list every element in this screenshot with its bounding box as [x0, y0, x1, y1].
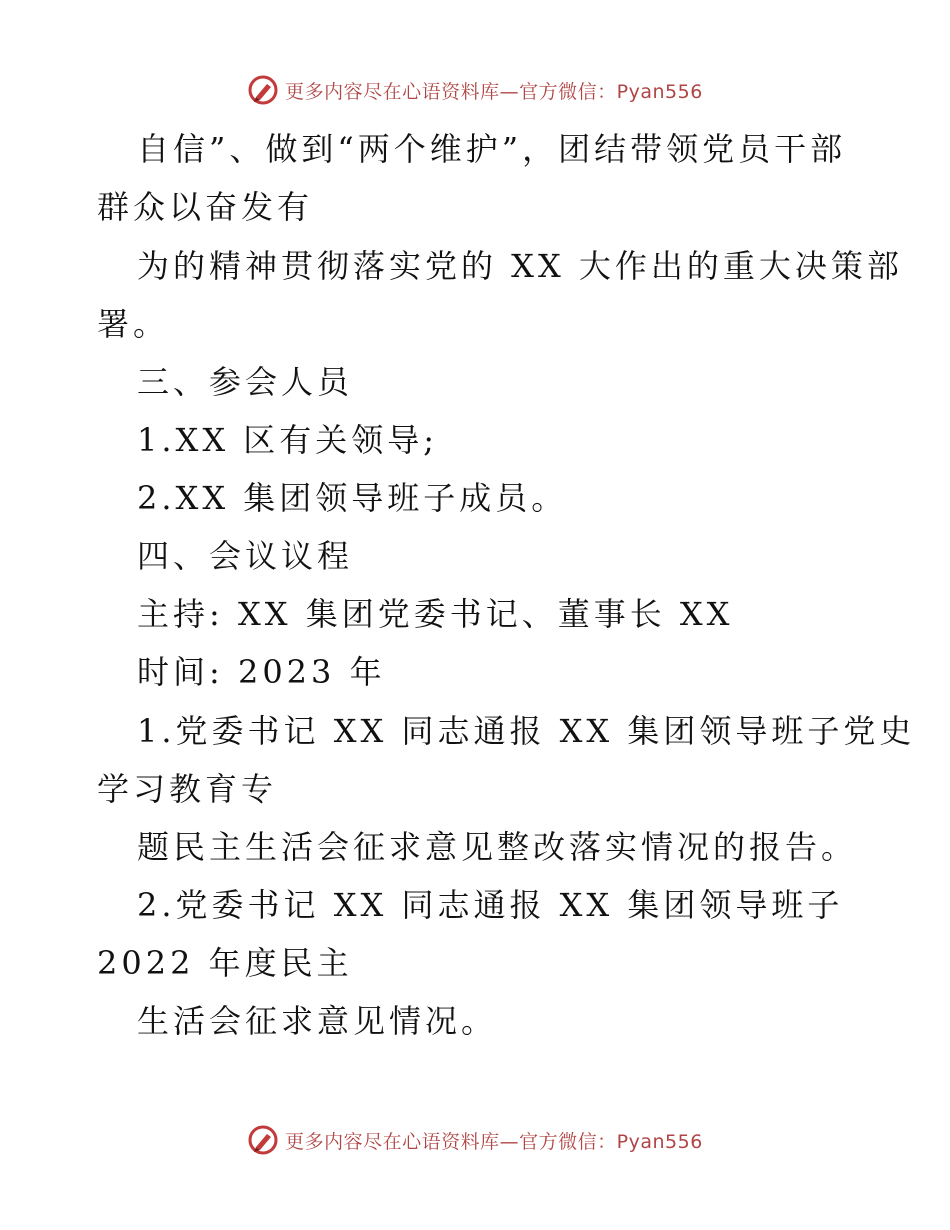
body-line-10: 时间: 2023 年	[137, 653, 386, 691]
footer-watermark-text: 更多内容尽在心语资料库—官方微信：Pyan556	[285, 1130, 703, 1153]
body-line-15: 2022 年度民主	[97, 944, 353, 982]
body-line-6: 1.XX 区有关领导;	[137, 421, 439, 459]
body-line-14: 2.党委书记 XX 同志通报 XX 集团领导班子	[137, 886, 844, 924]
body-line-13: 题民主生活会征求意见整改落实情况的报告。	[137, 828, 858, 866]
section-heading-attendees: 三、参会人员	[137, 363, 354, 401]
pen-logo-icon	[247, 74, 279, 106]
header-watermark-text: 更多内容尽在心语资料库—官方微信：Pyan556	[285, 80, 703, 103]
body-line-3: 为的精神贯彻落实党的 XX 大作出的重大决策部	[137, 247, 903, 285]
header-watermark	[0, 70, 950, 110]
body-line-16: 生活会征求意见情况。	[137, 1002, 498, 1040]
body-line-1: 自信”、做到“两个维护”，团结带领党员干部	[137, 130, 847, 168]
body-line-4: 署。	[97, 305, 170, 343]
pen-logo-icon	[247, 1124, 279, 1156]
body-line-7: 2.XX 集团领导班子成员。	[137, 479, 568, 517]
body-line-12: 学习教育专	[97, 770, 278, 808]
body-line-2: 群众以奋发有	[97, 188, 314, 226]
section-heading-agenda: 四、会议议程	[137, 537, 354, 575]
footer-watermark	[0, 1120, 950, 1160]
body-line-11: 1.党委书记 XX 同志通报 XX 集团领导班子党史	[137, 712, 916, 750]
body-line-9: 主持: XX 集团党委书记、董事长 XX	[137, 595, 734, 633]
